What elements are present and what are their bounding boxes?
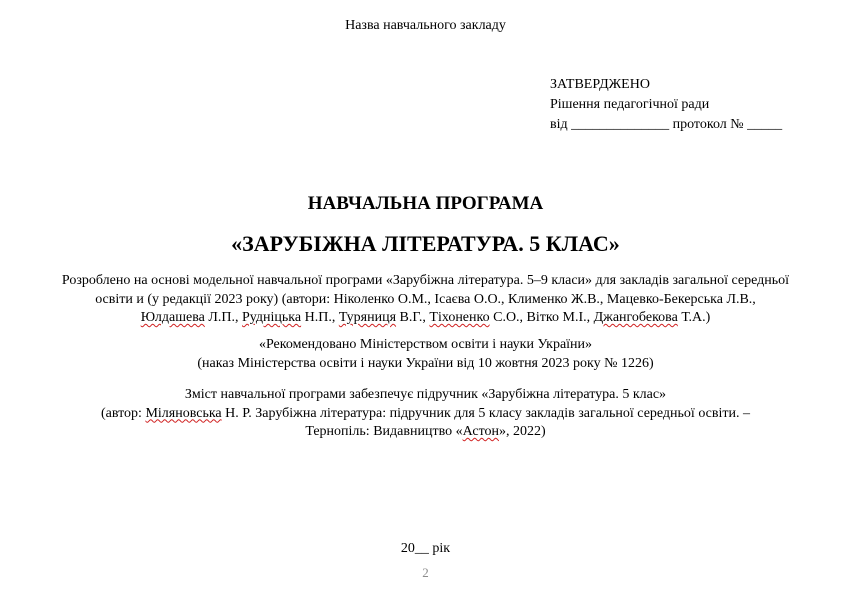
recommended-line-1: «Рекомендовано Міністерством освіти і науки України» bbox=[258, 337, 593, 352]
page-number: 2 bbox=[422, 565, 429, 580]
approval-protocol-line: від ______________ протокол № _____ bbox=[550, 117, 783, 132]
recommended-paragraph bbox=[0, 336, 851, 373]
content-info-text: Тернопіль: Видавництво « bbox=[305, 424, 463, 439]
author-initials: С.О., Вітко М.І., bbox=[489, 310, 594, 325]
content-info-paragraph bbox=[0, 386, 851, 442]
author-surname: Джангобекова bbox=[593, 310, 678, 325]
institution-name: Назва навчального закладу bbox=[345, 18, 506, 33]
developed-basis-line-3 bbox=[0, 309, 851, 328]
content-info-line-1: Зміст навчальної програми забезпечує підручник «Зарубіжна література. 5 клас» bbox=[184, 387, 667, 402]
content-info-text: (автор: bbox=[100, 405, 146, 421]
author-surname: Туряниця bbox=[338, 310, 397, 325]
recommended-line-2: (наказ Міністерства освіти і науки України від 10 жовтня 2023 року № 1226) bbox=[197, 355, 654, 371]
content-info-line-2 bbox=[0, 405, 851, 424]
approval-block bbox=[550, 75, 782, 135]
author-surname: Тіхоненко bbox=[429, 310, 490, 325]
textbook-author: Міляновська bbox=[145, 405, 222, 421]
developed-basis-line-2 bbox=[0, 291, 851, 310]
content-info-line-3 bbox=[0, 423, 851, 442]
author-initials: Н.П., bbox=[301, 310, 339, 325]
content-info-text: », 2022) bbox=[499, 424, 546, 439]
author-initials: Т.А.) bbox=[677, 310, 711, 325]
year-line: 20__ рік bbox=[400, 541, 451, 556]
developed-basis-paragraph bbox=[0, 272, 851, 328]
program-title: НАВЧАЛЬНА ПРОГРАМА bbox=[307, 193, 544, 214]
approval-heading: ЗАТВЕРДЖЕНО bbox=[550, 77, 650, 92]
subject-title: «ЗАРУБІЖНА ЛІТЕРАТУРА. 5 КЛАС» bbox=[231, 231, 620, 256]
author-surname: Рудніцька bbox=[242, 310, 302, 325]
content-info-text: Н. Р. Зарубіжна література: підручник для 5 класу закладів загальної середньої освіти. – bbox=[221, 405, 750, 421]
developed-basis-line-2-text: освіти и (у редакції 2023 року) (автори: Ніколенко О.М., Ісаєва О.О., Клименко Ж.В., Мацевко-Бекерська Л.В., bbox=[95, 291, 756, 307]
publisher-name: Астон bbox=[462, 424, 499, 439]
approval-council: Рішення педагогічної ради bbox=[550, 97, 710, 112]
author-surname: Юлдашева bbox=[140, 310, 205, 325]
developed-basis-line-1: Розроблено на основі модельної навчальної програми «Зарубіжна література. 5–9 класи» для закладів загальної середньої bbox=[61, 273, 790, 288]
author-initials: В.Г., bbox=[396, 310, 430, 325]
author-initials: Л.П., bbox=[204, 310, 242, 325]
